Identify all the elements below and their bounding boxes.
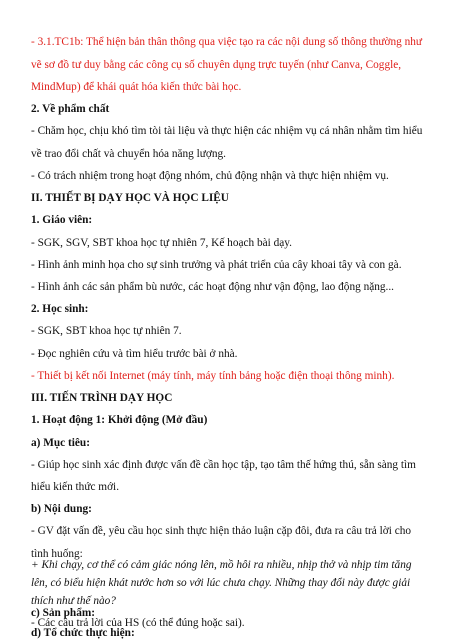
- paragraph-line: hiểu kiến thức mới.: [31, 481, 120, 493]
- paragraph-line: về trao đổi chất và chuyển hóa năng lượng.: [31, 148, 226, 160]
- objective-line: MindMup) để khái quát hóa kiến thức bài học.: [31, 81, 242, 93]
- section-heading: b) Nội dung:: [31, 503, 92, 515]
- paragraph-line: - Các câu trả lời của HS (có thể đúng hoặc sai).: [31, 617, 245, 629]
- paragraph-line: tình huống:: [31, 548, 83, 560]
- italic-question-line: + Khi chạy, cơ thể có cảm giác nóng lên, mồ hôi ra nhiều, nhịp thở và nhịp tim tăng: [31, 559, 412, 571]
- section-heading: II. THIẾT BỊ DẠY HỌC VÀ HỌC LIỆU: [31, 192, 229, 204]
- section-heading: c) Sản phẩm:: [31, 607, 96, 619]
- objective-line: vẽ sơ đồ tư duy bằng các công cụ số chuyên dụng trực tuyến (như Canva, Coggle,: [31, 59, 402, 71]
- section-heading: 2. Về phẩm chất: [31, 103, 110, 115]
- paragraph-line: - Đọc nghiên cứu và tìm hiểu trước bài ở nhà.: [31, 348, 238, 360]
- paragraph-line: - Chăm học, chịu khó tìm tòi tài liệu và thực hiện các nhiệm vụ cá nhân nhằm tìm hiểu: [31, 125, 423, 137]
- section-heading: 1. Giáo viên:: [31, 214, 93, 226]
- italic-question-line: lên, có biểu hiện khát nước hơn so với lúc chưa chạy. Những thay đổi này được giải: [31, 577, 411, 589]
- paragraph-line: - Hình ảnh các sản phẩm bù nước, các hoạt động như vận động, lao động nặng...: [31, 281, 394, 293]
- paragraph-line: - Hình ảnh minh họa cho sự sinh trưởng và phát triển của cây khoai tây và con gà.: [31, 259, 402, 271]
- objective-line: - 3.1.TC1b: Thể hiện bản thân thông qua việc tạo ra các nội dung số thông thường như: [31, 36, 423, 48]
- section-heading: d) Tổ chức thực hiện:: [31, 627, 135, 639]
- section-heading: a) Mục tiêu:: [31, 437, 90, 449]
- paragraph-line: - GV đặt vấn đề, yêu cầu học sinh thực hiện thảo luận cặp đôi, đưa ra câu trả lời cho: [31, 525, 412, 537]
- paragraph-line: - Giúp học sinh xác định được vấn đề cần học tập, tạo tâm thế hứng thú, sẵn sàng tìm: [31, 459, 416, 471]
- paragraph-line: - SGK, SBT khoa học tự nhiên 7.: [31, 325, 182, 337]
- highlight-line: - Thiết bị kết nối Internet (máy tính, máy tính bảng hoặc điện thoại thông minh).: [31, 370, 395, 382]
- section-heading: III. TIẾN TRÌNH DẠY HỌC: [31, 392, 173, 404]
- paragraph-line: - SGK, SGV, SBT khoa học tự nhiên 7, Kế hoạch bài dạy.: [31, 237, 293, 249]
- italic-question-line: thích như thế nào?: [31, 595, 116, 607]
- section-heading: 2. Học sinh:: [31, 303, 89, 315]
- section-heading: 1. Hoạt động 1: Khởi động (Mở đầu): [31, 414, 208, 426]
- paragraph-line: - Có trách nhiệm trong hoạt động nhóm, chủ động nhận và thực hiện nhiệm vụ.: [31, 170, 389, 182]
